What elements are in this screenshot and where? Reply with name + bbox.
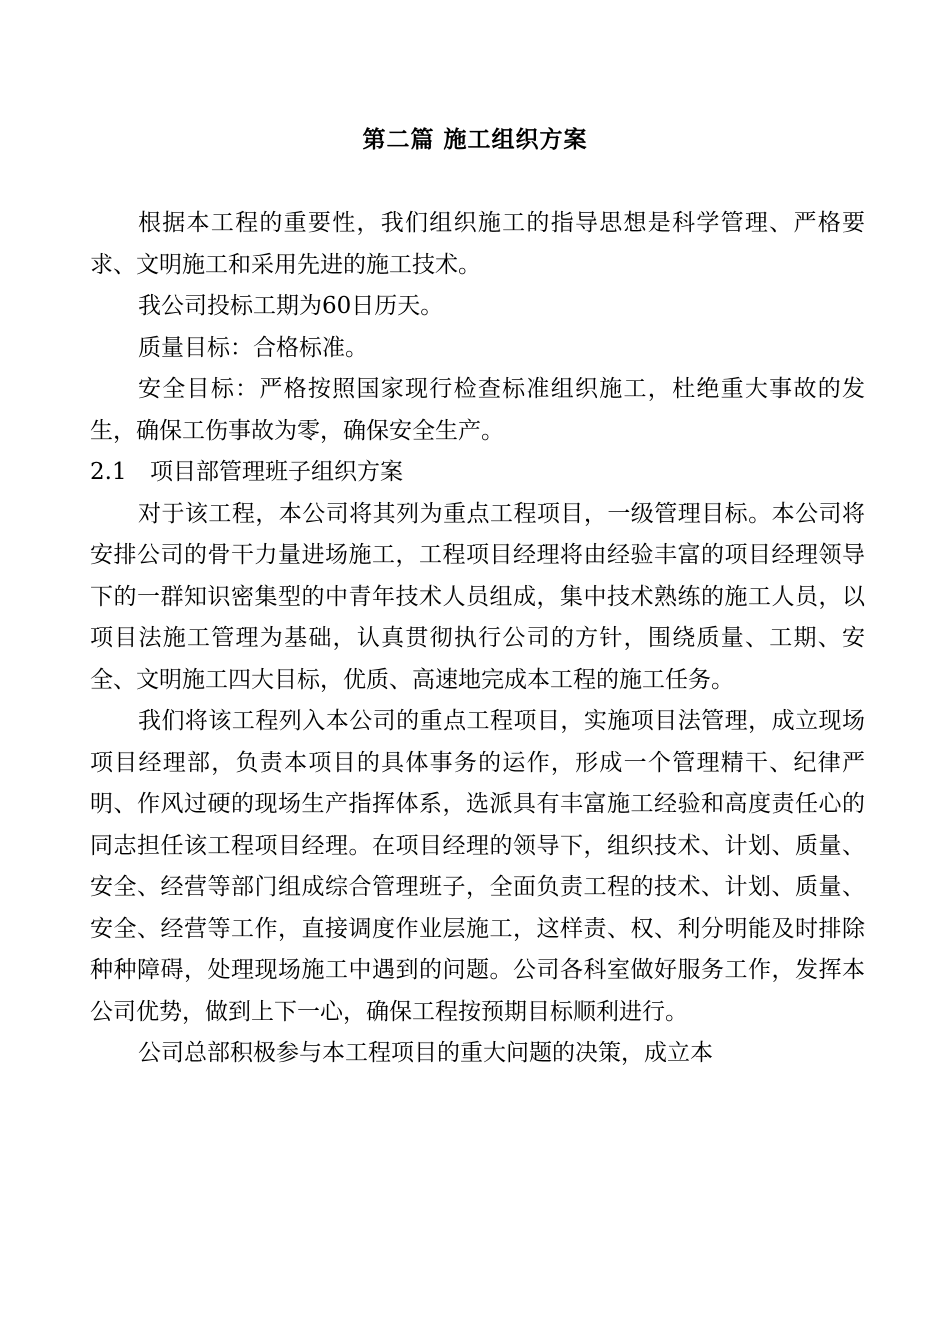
paragraph-headquarters: 公司总部积极参与本工程项目的重大问题的决策，成立本: [138, 1040, 713, 1066]
paragraph-project-management: 对于该工程，本公司将其列为重点工程项目，一级管理目标。本公司将安排公司的骨干力量进场施工，工程项目经理将由经验丰富的项目经理领导下的一群知识密集型的中青年技术人员组成，集中技术熟练的施工人员，以项目法施工管理为基础，认真贯彻执行公司的方针，围绕质量、工期、安全、文明施工四大目标，优质、高速地完成本工程的施工任务。: [90, 500, 865, 693]
paragraph-project-department: 我们将该工程列入本公司的重点工程项目，实施项目法管理，成立现场项目经理部，负责本项目的具体事务的运作，形成一个管理精干、纪律严明、作风过硬的现场生产指挥体系，选派具有丰富施工经验和高度责任心的同志担任该工程项目经理。在项目经理的领导下，组织技术、计划、质量、安全、经营等部门组成综合管理班子，全面负责工程的技术、计划、质量、安全、经营等工作，直接调度作业层施工，这样责、权、利分明能及时排除种种障碍，处理现场施工中遇到的问题。公司各科室做好服务工作，发挥本公司优势，做到上下一心，确保工程按预期目标顺利进行。: [90, 708, 865, 1025]
section-title: 项目部管理班子组织方案: [150, 459, 403, 485]
paragraph-safety-goal: 安全目标：严格按照国家现行检查标准组织施工，杜绝重大事故的发生，确保工伤事故为零，确保安全生产。: [90, 376, 865, 444]
document-body: [90, 203, 865, 1075]
page-title: 第二篇 施工组织方案: [362, 126, 588, 153]
paragraph-construction-period: 我公司投标工期为60日历天。: [138, 293, 444, 319]
section-heading: [90, 452, 865, 494]
section-number: 2.1: [90, 459, 127, 485]
paragraph-quality-goal: 质量目标：合格标准。: [138, 334, 368, 361]
paragraph-guiding-principle: 根据本工程的重要性，我们组织施工的指导思想是科学管理、严格要求、文明施工和采用先进的施工技术。: [90, 210, 865, 278]
